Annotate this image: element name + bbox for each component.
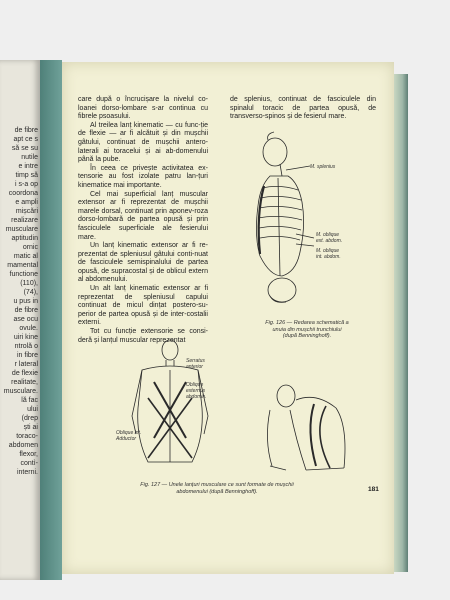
label-oblique-int-adductor [116,430,141,442]
label-line: Serratus [186,358,205,364]
left-page-edge [0,60,40,580]
left-page-text-fragment: timp să [15,172,38,179]
left-page-text-fragment: realitate, [11,379,38,386]
label-line: abdomin. [186,394,207,400]
paragraph: În ceea ce privește activitatea ex-tensorie au fost izolate patru lan-țuri kinematice mai importante. [78,164,208,189]
paragraph: de splenius, continuat de fasciculele din spinalul toracic de partea opusă, de transverso-spinos și de fesierul mare. [230,96,376,121]
left-page-text-fragment: mișcări [15,208,38,215]
left-page-text-fragment: u pus in [13,298,38,305]
label-line: M. oblique [316,248,340,254]
caption-line: unuia din mușchii trunchiului [272,326,342,333]
left-page-text-fragment: să se su [11,145,38,152]
left-page-text-fragment: i s-a op [15,181,38,188]
book-page [62,62,394,574]
left-page-text-fragment: apt ce s [13,136,38,143]
label-line: M. oblique [316,232,340,238]
left-page-text-fragment: de fibre [14,127,38,134]
caption-line: Fig. 126 — Redarea schematică a [265,320,349,326]
left-page-text-fragment: matic al [13,253,38,260]
left-page-text-fragment: flexor, [19,451,38,458]
left-page-text-fragment: ovule. [19,325,38,332]
left-page-text-fragment: (drep [21,415,38,422]
left-page-text-fragment: (110), [20,280,38,287]
figure-126-caption [242,320,372,340]
left-page-text-fragment: ști ai [23,424,38,431]
paragraph: Tot cu funcție extensorie se consi-deră și lanțul muscular reprezentat [78,328,208,344]
left-page-text-fragment: e ampli [15,199,38,206]
left-page-text-fragment: aptitudin [11,235,38,242]
label-line: Adductor [116,436,137,442]
book-page-edges [394,74,408,572]
left-page-text-fragment: interni. [16,469,38,476]
left-page-text-fragment: ase ocu [13,316,38,323]
label-line: ext. abdom. [316,238,343,244]
left-page-text-fragment: ului [27,406,38,413]
left-page-text-fragment: (74), [23,289,38,296]
left-page-text-fragment: abdomen [8,442,38,449]
left-page-text-fragment: ornic [22,244,38,251]
text-column-2 [230,96,376,122]
paragraph: Un alt lanț kinematic extensor ar fi reprezentat de spleniusul capului continuat de micul dințat postero-su-perior de partea opusă și de inter-costalii externi. [78,285,208,327]
left-page-text-fragment: in fibre [16,352,38,359]
left-page-text-fragment: de fibre [14,307,38,314]
label-oblique-int [316,248,341,260]
left-page-text-fragment: toraco- [16,433,38,440]
figure-127-torso-drawing [122,338,222,478]
label-line: anterior [186,364,203,370]
figure-126-skeleton-drawing [230,126,370,306]
left-page-text-fragment: musculare [5,226,38,233]
caption-line: Fig. 127 — Unele lanțuri musculare ce sunt formate de mușchii [140,482,294,488]
label-oblique-externus [186,382,207,400]
left-page-text-fragment: de flexie [11,370,38,377]
figure-127-bending-figure-drawing [256,370,366,480]
left-page-text-fragment: musculare. [3,388,38,395]
label-line: Oblique [186,382,204,388]
caption-line: abdomenului (după Benninghoff). [176,488,258,495]
figure-127-caption [92,482,342,495]
left-page-text-fragment: functione [9,271,38,278]
text-column-1 [78,96,208,345]
label-line: int. abdom. [316,254,341,260]
label-line: externus [186,388,206,394]
left-page-text-fragment: e intre [18,163,38,170]
paragraph: care după o încrucișare la nivelul co-loanei dorso-lombare s-ar continua cu fibrele psoasului. [78,96,208,121]
label-splenius: M. splenius [310,164,336,170]
label-serratus [186,358,205,370]
left-page-text-fragment: nutile [21,154,38,161]
left-page-text-fragment: realizare [11,217,38,224]
left-page-text-fragment: uiri kine [13,334,38,341]
paragraph: Cel mai superficial lanț muscular extensor ar fi reprezentat de mușchii marele dorsal, continuat prin aponev-roza dorso-lombară de partea opusă și prin fasciculele superficiale ale fesierului mare. [78,190,208,241]
label-oblique-ext [316,232,342,244]
left-page-text-fragment: r lateral [14,361,38,368]
paragraph: Un lanț kinematic extensor ar fi re-prezentat de spleniusul gâtului conti-nuat de fasciculele semispinalului de partea opusă, de supracostal și de oblicul extern al abdomenului. [78,242,208,284]
paragraph: Al treilea lanț kinematic — cu func-ție de flexie — ar fi alcătuit și din mușchii gâtului, continuat de mușchii antero-laterali ai toracelui și ai ab-domenului până la pube. [78,121,208,164]
left-page-text-fragment: coordona [8,190,38,197]
label-line: Oblique int. [116,430,142,436]
book-cover-spine [40,60,62,580]
page-number: 181 [368,486,379,493]
caption-line: (după Benninghoff). [282,333,332,340]
left-page-text-fragment: ntrolă o [14,343,38,350]
left-page-text-fragment: contì- [20,460,38,467]
left-page-text-fragment: lă fac [21,397,38,404]
left-page-text-fragment: mamental [7,262,38,269]
